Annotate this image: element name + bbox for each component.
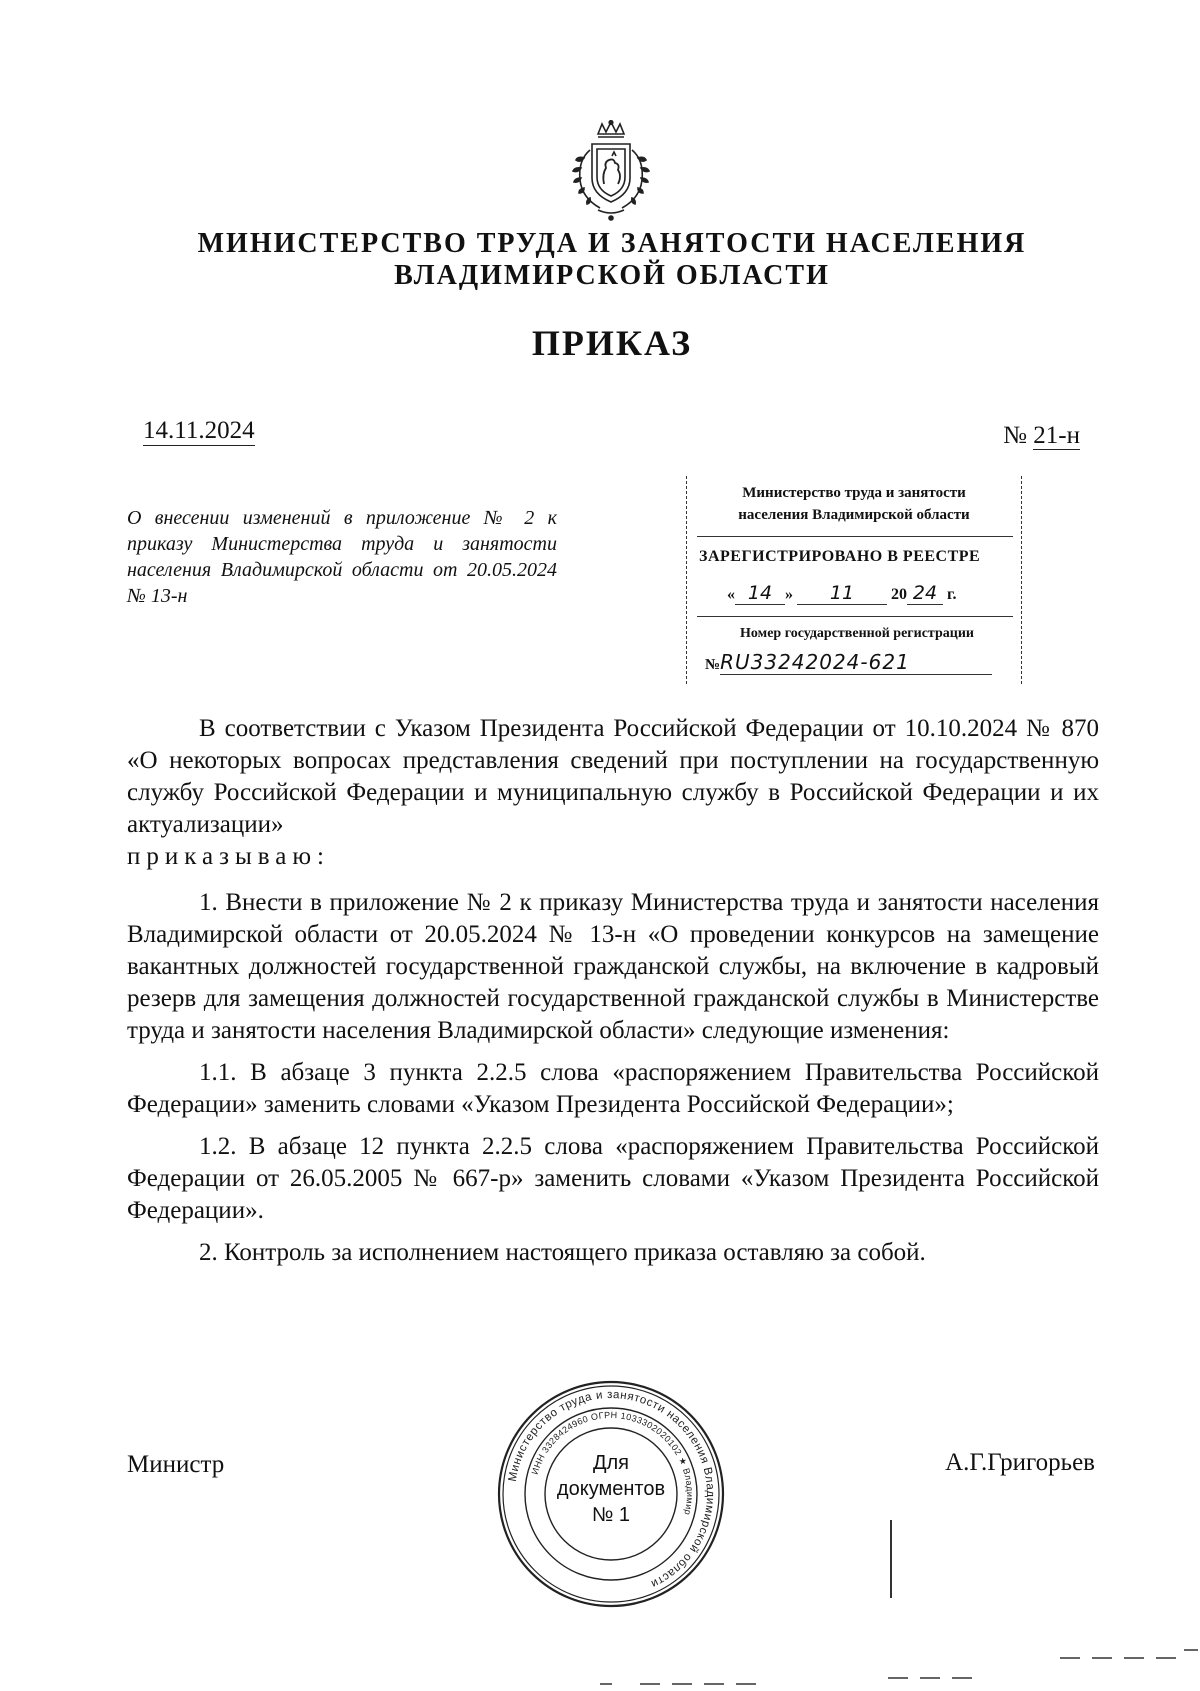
signatory-title: Министр bbox=[127, 1451, 225, 1478]
order-body bbox=[127, 713, 1099, 1279]
seal-center-text bbox=[494, 1450, 728, 1528]
order-number bbox=[1003, 422, 1080, 450]
coat-of-arms-icon bbox=[568, 120, 654, 224]
item-1-2-paragraph: 1.2. В абзаце 12 пункта 2.2.5 слова «распоряжением Правительства Российской Федерации от 26.05.2005 № 667-р» заменить словами «Указом Президента Российской Федерации». bbox=[127, 1133, 1099, 1224]
stamp-registration-date bbox=[727, 582, 1007, 605]
preamble-paragraph: В соответствии с Указом Президента Российской Федерации от 10.10.2024 № 870 «О некоторых вопросах представления сведений при поступлении на государственную службу Российской Федерации и муниципальную службу в Российской Федерации и их актуализации» bbox=[127, 715, 1099, 838]
ministry-name-line1: МИНИСТЕРСТВО ТРУДА И ЗАНЯТОСТИ НАСЕЛЕНИЯ bbox=[197, 228, 1027, 259]
stamp-org-line1: Министерство труда и занятости bbox=[742, 485, 966, 501]
stamp-regnum-value: RU33242024-621 bbox=[720, 650, 992, 675]
item-1-paragraph: 1. Внести в приложение № 2 к приказу Министерства труда и занятости населения Владимирской области от 20.05.2024 № 13-н «О проведении конкурсов на замещение вакантных должностей государственной гражданской службы, на включение в кадровый резерв для замещения должностей государственной гражданской службы в Министерстве труда и занятости населения Владимирской области» следующие изменения: bbox=[127, 889, 1099, 1044]
seal-inner-ring-text: ИНН 3328424960 ОГРН 1033302020102 ★ Владимир bbox=[529, 1409, 696, 1517]
registration-stamp bbox=[686, 476, 1022, 684]
document-type: ПРИКАЗ bbox=[531, 323, 693, 363]
item-2-paragraph: 2. Контроль за исполнением настоящего приказа оставляю за собой. bbox=[199, 1239, 926, 1266]
stamp-date-year-prefix: 20 bbox=[891, 586, 907, 603]
stamp-date-close-quote: » bbox=[785, 586, 793, 603]
order-number-value: 21-н bbox=[1033, 422, 1080, 449]
scan-artifact-marks bbox=[0, 1640, 1200, 1691]
seal-line2: документов bbox=[556, 1478, 666, 1500]
item-1-1-paragraph: 1.1. В абзаце 3 пункта 2.2.5 слова «распоряжением Правительства Российской Федерации» заменить словами «Указом Президента Российской Федерации»; bbox=[127, 1059, 1099, 1118]
ministry-name bbox=[120, 228, 1104, 292]
stamp-date-year-unit: г. bbox=[947, 586, 957, 603]
signatory-name: А.Г.Григорьев bbox=[945, 1449, 1095, 1476]
order-word-text: приказываю: bbox=[127, 843, 330, 870]
stamp-date-year-suffix: 24 bbox=[907, 582, 943, 605]
stamp-registered-label: ЗАРЕГИСТРИРОВАНО В РЕЕСТРЕ bbox=[699, 548, 981, 565]
stamp-date-open-quote: « bbox=[727, 586, 735, 603]
signature-mark bbox=[890, 1520, 892, 1598]
seal-ring-text: Министерство труда и занятости населения Владимирской области bbox=[506, 1388, 717, 1590]
seal-line1: Для bbox=[592, 1452, 630, 1474]
stamp-divider bbox=[697, 536, 1013, 537]
stamp-date-month: 11 bbox=[797, 582, 887, 605]
stamp-org-line2: населения Владимирской области bbox=[738, 507, 970, 523]
stamp-date-day: 14 bbox=[735, 582, 785, 605]
seal-line3: № 1 bbox=[591, 1504, 631, 1526]
stamp-regnum bbox=[705, 650, 1005, 675]
order-word bbox=[127, 841, 1099, 873]
stamp-regnum-label: Номер государственной регистрации bbox=[740, 626, 974, 641]
order-date: 14.11.2024 bbox=[143, 417, 255, 444]
stamp-regnum-prefix: № bbox=[705, 657, 721, 673]
stamp-divider bbox=[697, 616, 1013, 617]
order-number-prefix: № bbox=[1003, 422, 1028, 449]
ministry-name-line2: ВЛАДИМИРСКОЙ ОБЛАСТИ bbox=[394, 260, 830, 291]
stamp-organization bbox=[699, 482, 1009, 526]
order-subject: О внесении изменений в приложение № 2 к приказу Министерства труда и занятости населения Владимирской области от 20.05.2024 № 13-н bbox=[127, 507, 557, 607]
